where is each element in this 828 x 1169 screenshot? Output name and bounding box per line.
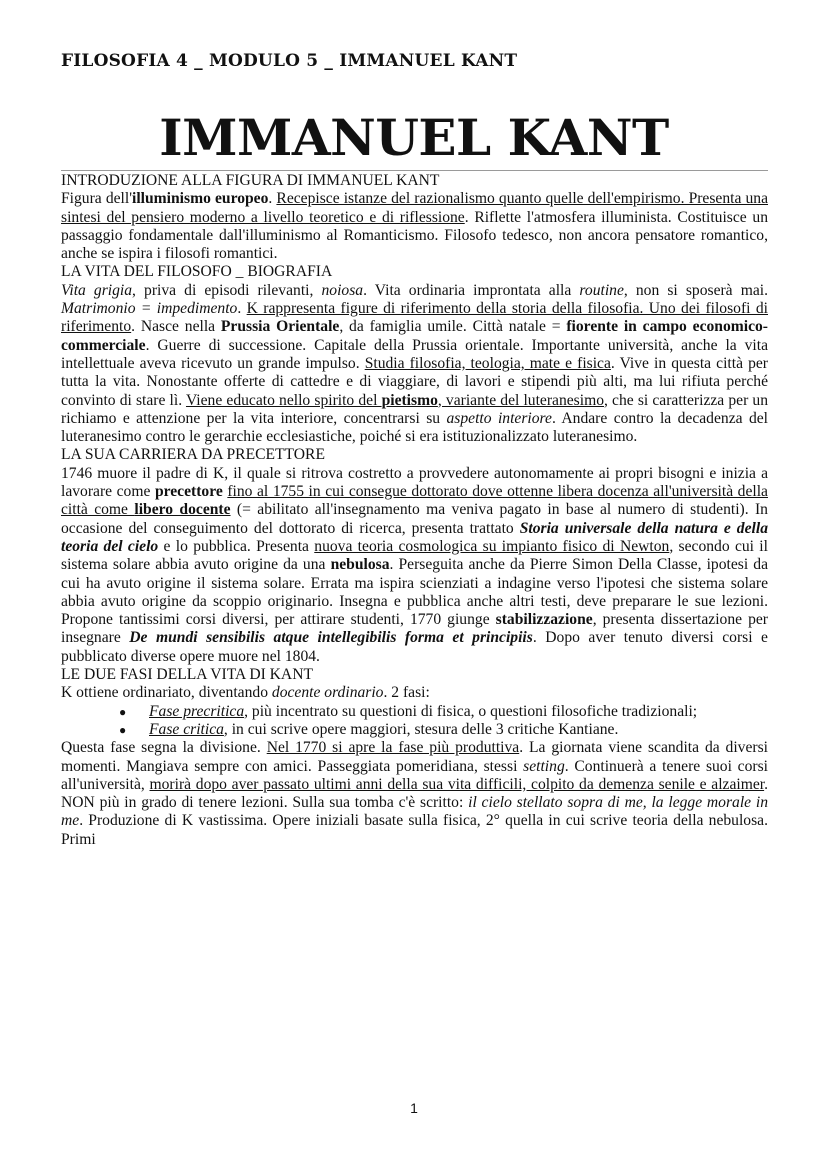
text-run: . La giornata viene scandita da diversi momenti. Mangiava sempre con amici. Passeggiata pomeridiana, stessi bbox=[61, 739, 768, 775]
bullet-text: , più incentrato su questioni di fisica, o questioni filosofiche tradizionali; bbox=[244, 702, 698, 720]
italic-run: aspetto interiore bbox=[446, 409, 552, 427]
section-heading-carriera: LA SUA CARRIERA DA PRECETTORE bbox=[61, 446, 325, 464]
text-run: . Nasce nella bbox=[131, 318, 221, 336]
text-run: . bbox=[237, 300, 247, 318]
text-run: . Vita ordinaria improntata alla bbox=[363, 281, 580, 299]
text-run: . Continuerà a tenere suoi corsi all'università, bbox=[61, 757, 768, 793]
underline-run: Studia filosofia, teologia, mate e fisica bbox=[364, 354, 611, 372]
underline-run: morirà dopo aver passato ultimi anni della sua vita difficili, colpito da demenza senile e alzaimer bbox=[149, 775, 765, 793]
phases-list bbox=[61, 703, 768, 740]
bold-run: Prussia Orientale bbox=[220, 318, 340, 336]
text-run: , da famiglia umile. Città natale = bbox=[339, 318, 567, 336]
italic-run: Matrimonio = impedimento bbox=[61, 300, 238, 318]
bold-run: nebulosa bbox=[330, 556, 390, 574]
text-run: , presenta dissertazione per insegnare bbox=[61, 611, 768, 647]
text-run: . bbox=[268, 190, 277, 208]
text-run: . 2 fasi: bbox=[383, 684, 430, 702]
bullet-text: , in cui scrive opere maggiori, stesura delle 3 critiche Kantiane. bbox=[223, 720, 619, 738]
underline-run bbox=[134, 501, 230, 518]
bold-run: illuminismo europeo bbox=[132, 190, 269, 208]
italic-run: noiosa bbox=[321, 281, 364, 299]
section-heading-introduzione: INTRODUZIONE ALLA FIGURA DI IMMANUEL KANT bbox=[61, 172, 440, 189]
italic-run: il cielo stellato sopra di me, la legge morale in me bbox=[61, 794, 769, 830]
underline-run: nuova teoria cosmologica su impianto fisico di Newton bbox=[314, 537, 670, 555]
bold-run: precettore bbox=[154, 483, 223, 501]
page-number: 1 bbox=[410, 1100, 418, 1116]
text-run: . Perseguita anche da Pierre Simon Della Classe, ipotesi da cui ha avuto origine il sistema solare. Errata ma ispira scienziati a indagine verso l'ipotesi che sistema solare abbia avuto origine da scoppio originario. Insegna e pubblica anche altri testi, deve preparare le sue lezioni. Propone tantissimi corsi diversi, per attirare studenti, 1770 giunge bbox=[61, 556, 769, 629]
bullet-label: Fase precritica bbox=[149, 702, 245, 720]
underline-run: Viene educato nello spirito del bbox=[185, 391, 382, 409]
paragraph-introduzione bbox=[61, 190, 768, 263]
text-run: . Riflette l'atmosfera illuminista. Costituisce un passaggio fondamentale dall'illuminismo al Romanticismo. Filosofo tedesco, non ancora pensatore romantico, anche se ispira i filosofi romantici. bbox=[61, 208, 768, 263]
paragraph-carriera bbox=[61, 465, 768, 666]
text-run: , non si sposerà mai. bbox=[623, 281, 768, 299]
page-title: IMMANUEL KANT bbox=[159, 108, 669, 167]
paragraph-due-fasi-intro bbox=[61, 684, 768, 702]
section-heading-biografia: LA VITA DEL FILOSOFO _ BIOGRAFIA bbox=[61, 263, 333, 281]
text-run: . Vive in questa città per tutta la vita. Nonostante offerte di cattedre e di viaggiare, di lavori e stipendi più alti, ma lui rifiuta perché convinto di stare lì. bbox=[61, 354, 768, 409]
underline-run bbox=[382, 392, 438, 409]
text-run: , che si caratterizza per un richiamo e attenzione per la vita interiore, concentrarsi su bbox=[61, 391, 768, 427]
italic-run: docente ordinario bbox=[271, 684, 384, 702]
italic-run: Vita grigia bbox=[61, 281, 133, 299]
list-item bbox=[115, 721, 768, 739]
underline-run: , variante del luteranesimo bbox=[437, 391, 605, 409]
text-run: e lo pubblica. Presenta bbox=[158, 537, 315, 555]
text-run: . Dopo aver tenuto diversi corsi e pubblicato diverse opere muore nel 1804. bbox=[61, 629, 768, 665]
text-run: Questa fase segna la divisione. bbox=[61, 739, 267, 757]
title-divider bbox=[61, 170, 768, 171]
underline-run: Nel 1770 si apre la fase più produttiva bbox=[266, 739, 520, 757]
text-run: 1746 muore il padre di K, il quale si ritrova costretto a provvedere autonomamente ai propri bisogni e inizia a lavorare come bbox=[61, 464, 768, 501]
text-run: , secondo cui il sistema solare abbia avuto origine da una bbox=[61, 537, 768, 574]
text-run: (= abilitato all'insegnamento ma veniva pagato in base al numero di studenti). In occasione del conseguimento del dottorato di ricerca, presenta trattato bbox=[61, 501, 768, 537]
section-heading-due-fasi: LE DUE FASI DELLA VITA DI KANT bbox=[61, 666, 313, 684]
bullet-label: Fase critica bbox=[149, 720, 224, 738]
paragraph-biografia bbox=[61, 282, 768, 447]
text-run: . Guerre di successione. Capitale della Prussia orientale. Importante università, anche la vita intellettuale aveva ricevuto un grande impulso. bbox=[61, 336, 768, 372]
underline-run: fino al 1755 in cui consegue dottorato dove ottenne libera docenza all'università della città come bbox=[61, 483, 768, 519]
text-run: K ottiene ordinariato, diventando bbox=[61, 684, 272, 702]
underline-run: K rappresenta figure di riferimento della storia della filosofia. Uno dei filosofi di riferimento bbox=[61, 300, 769, 336]
italic-run: routine bbox=[579, 281, 624, 299]
bold-italic-run: Storia universale della natura e della teoria del cielo bbox=[61, 519, 768, 555]
text-run: Figura dell' bbox=[61, 190, 133, 208]
text-run: . NON più in grado di tenere lezioni. Sulla sua tomba c'è scritto: bbox=[61, 775, 769, 812]
underline-run: Recepisce istanze del razionalismo quanto quelle dell'empirismo. Presenta una sintesi del pensiero moderno a livello teoretico e di riflessione bbox=[61, 190, 769, 226]
paragraph-due-fasi bbox=[61, 739, 768, 849]
document-header: FILOSOFIA 4 _ MODULO 5 _ IMMANUEL KANT bbox=[61, 51, 518, 71]
text-run: , priva di episodi rilevanti, bbox=[132, 281, 322, 299]
bold-italic-run: De mundi sensibilis atque intellegibilis forma et principiis bbox=[129, 629, 533, 647]
bold-run: libero docente bbox=[134, 501, 231, 519]
bold-run: fiorente in campo economico-commerciale bbox=[61, 318, 768, 354]
document-body bbox=[61, 172, 768, 849]
italic-run: setting bbox=[523, 757, 565, 775]
text-run: . Andare contro la decadenza del luteranesimo contro le gerarchie ecclesiastiche, poiché si era istituzionalizzato luteranesimo. bbox=[61, 409, 768, 446]
bold-run: stabilizzazione bbox=[495, 611, 593, 629]
text-run: . Produzione di K vastissima. Opere iniziali basate sulla fisica, 2° quella in cui scrive teoria della nebulosa. Primi bbox=[61, 812, 768, 848]
list-item bbox=[115, 703, 768, 721]
bold-run: pietismo bbox=[381, 391, 438, 409]
